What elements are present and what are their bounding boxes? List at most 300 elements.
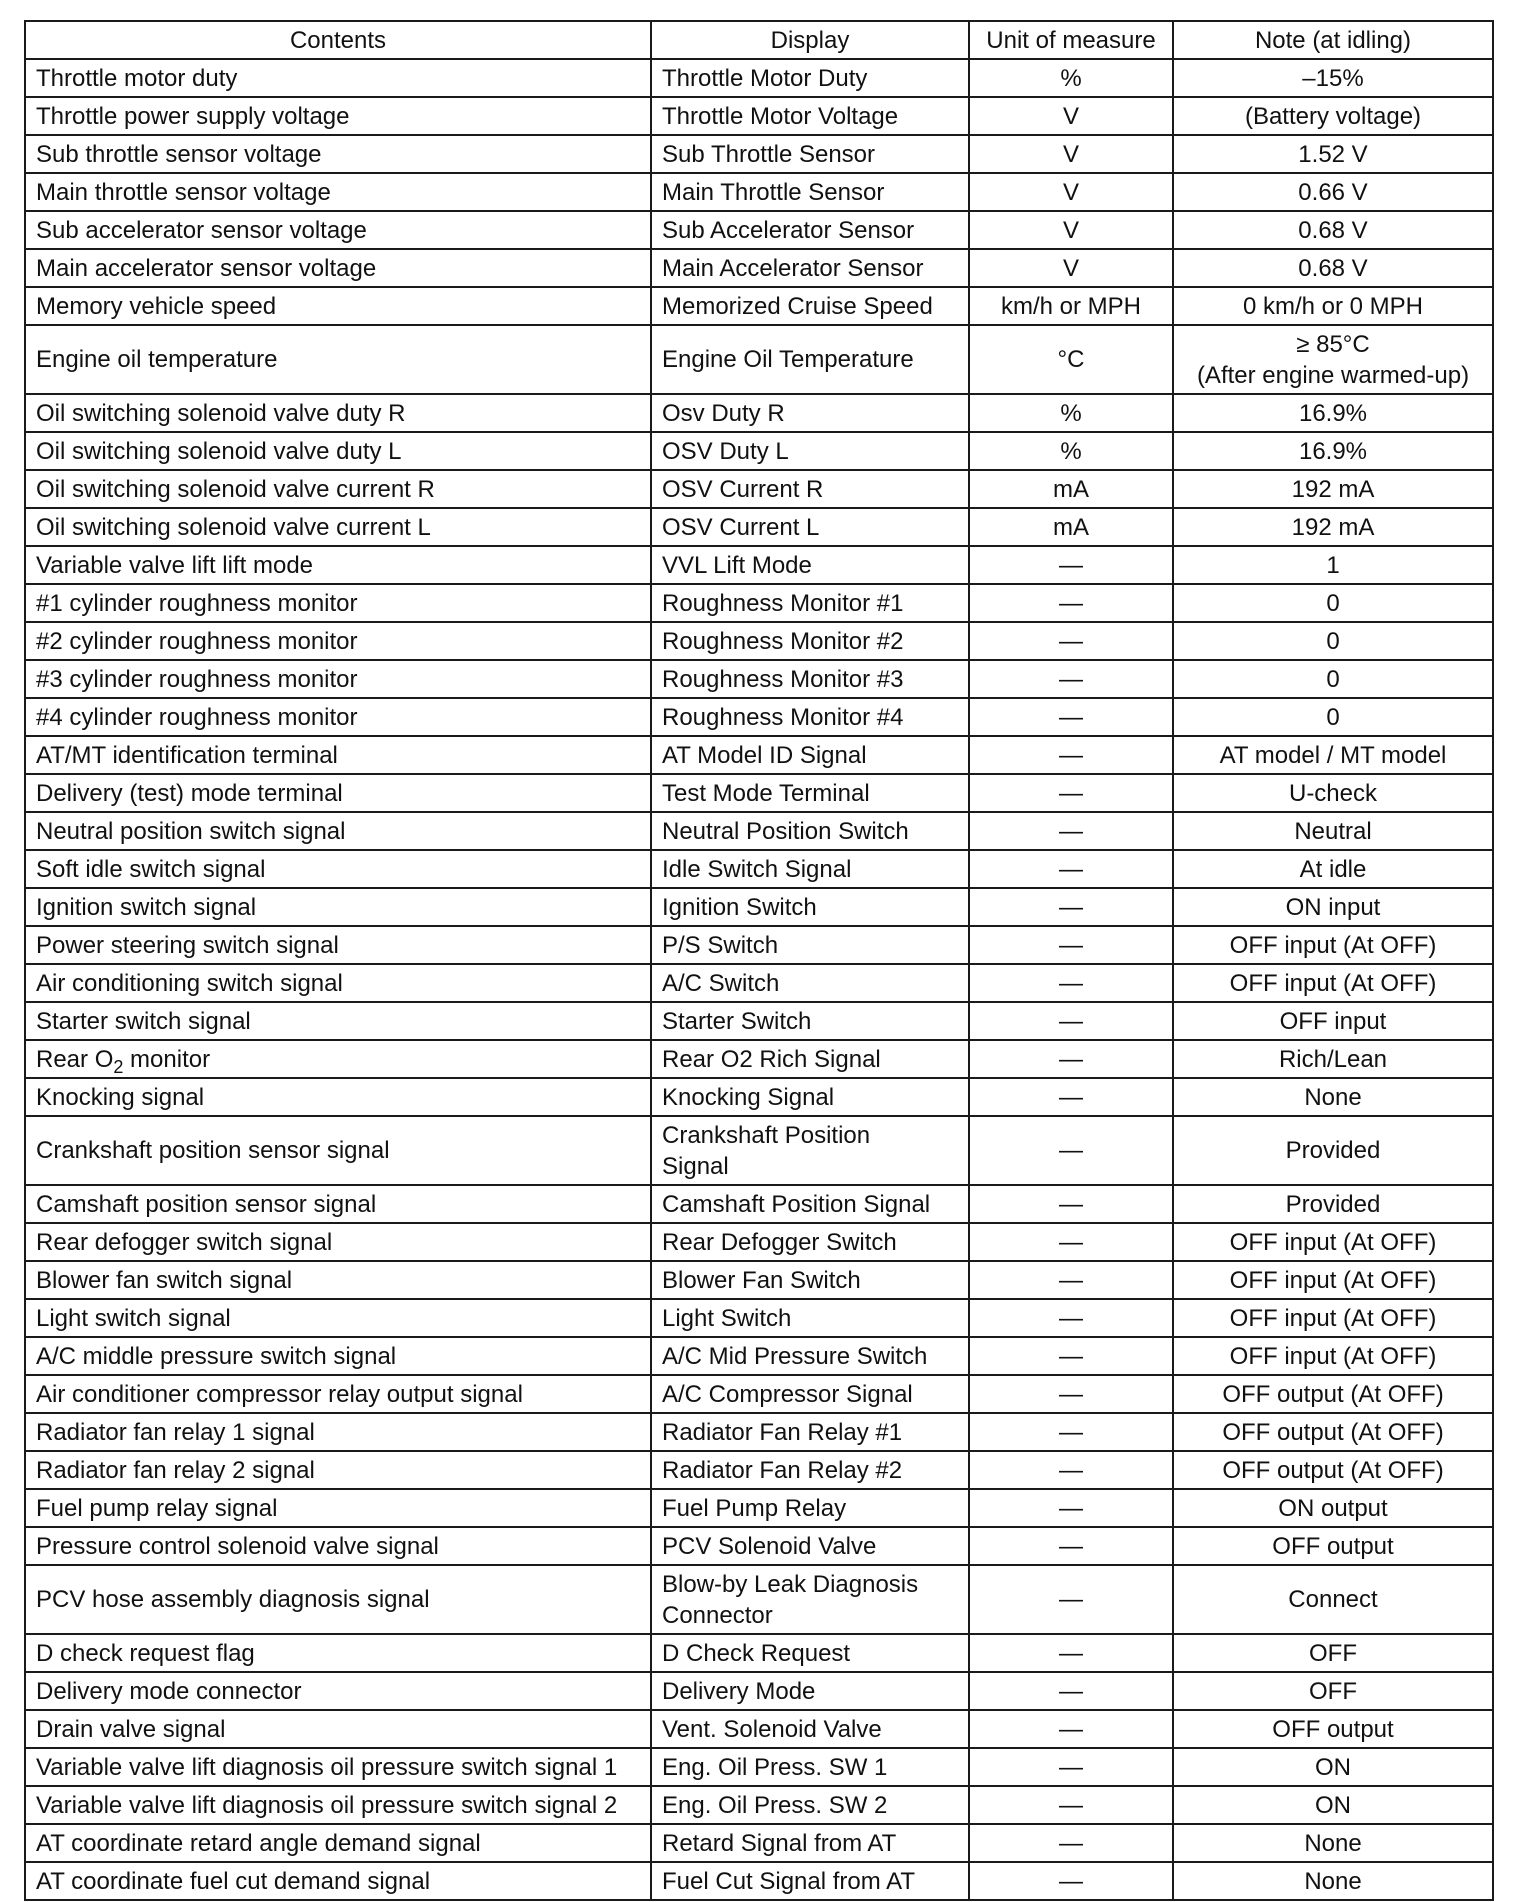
cell-display	[651, 698, 969, 736]
contents-text: A/C middle pressure switch signal	[36, 1342, 397, 1370]
cell-unit: —	[969, 964, 1173, 1002]
cell-unit: V	[969, 211, 1173, 249]
note-text: Connect	[1288, 1586, 1378, 1613]
contents-text: Main accelerator sensor voltage	[36, 254, 377, 282]
display-text: Roughness Monitor #2	[662, 627, 904, 655]
display-text: Rear O2 Rich Signal	[662, 1045, 881, 1073]
display-text: Sub Accelerator Sensor	[662, 216, 915, 244]
contents-text: Throttle power supply voltage	[36, 102, 350, 130]
cell-contents	[25, 1078, 651, 1116]
cell-unit: mA	[969, 470, 1173, 508]
table-row	[25, 698, 1493, 736]
cell-contents	[25, 1527, 651, 1565]
cell-display	[651, 1634, 969, 1672]
cell-note	[1173, 1451, 1493, 1489]
cell-display	[651, 1375, 969, 1413]
note-text: 16.9%	[1298, 437, 1368, 465]
cell-contents	[25, 812, 651, 850]
table-row	[25, 1527, 1493, 1565]
display-text: Camshaft Position Signal	[662, 1190, 931, 1218]
cell-contents	[25, 964, 651, 1002]
cell-contents	[25, 660, 651, 698]
display-text: Starter Switch	[662, 1007, 812, 1035]
cell-unit: —	[969, 926, 1173, 964]
table-row	[25, 1261, 1493, 1299]
table-row	[25, 287, 1493, 325]
cell-note	[1173, 1672, 1493, 1710]
contents-text: Variable valve lift diagnosis oil pressure switch signal 1	[36, 1753, 618, 1781]
cell-display	[651, 546, 969, 584]
cell-unit: mA	[969, 508, 1173, 546]
cell-unit: —	[969, 584, 1173, 622]
cell-contents	[25, 850, 651, 888]
table-row	[25, 249, 1493, 287]
cell-note	[1173, 1710, 1493, 1748]
cell-note	[1173, 698, 1493, 736]
display-text: Delivery Mode	[662, 1677, 816, 1705]
cell-contents	[25, 622, 651, 660]
cell-note	[1173, 249, 1493, 287]
cell-unit: —	[969, 1116, 1173, 1185]
cell-display	[651, 1299, 969, 1337]
cell-display	[651, 211, 969, 249]
cell-contents	[25, 325, 651, 394]
cell-note	[1173, 622, 1493, 660]
table-row	[25, 325, 1493, 394]
table-row	[25, 964, 1493, 1002]
table-row	[25, 1489, 1493, 1527]
display-text: Vent. Solenoid Valve	[662, 1715, 882, 1743]
contents-text: Radiator fan relay 1 signal	[36, 1418, 315, 1446]
cell-display	[651, 964, 969, 1002]
note-text: OFF input (At OFF)	[1229, 1342, 1437, 1370]
cell-contents	[25, 546, 651, 584]
cell-note	[1173, 1185, 1493, 1223]
cell-contents	[25, 584, 651, 622]
cell-unit: V	[969, 173, 1173, 211]
cell-unit: —	[969, 1337, 1173, 1375]
display-text: A/C Mid Pressure Switch	[662, 1342, 928, 1370]
contents-text: Radiator fan relay 2 signal	[36, 1456, 315, 1484]
display-text: Throttle Motor Duty	[662, 64, 868, 92]
note-text: ON output	[1278, 1494, 1388, 1522]
table-row	[25, 774, 1493, 812]
cell-display	[651, 432, 969, 470]
cell-display	[651, 1185, 969, 1223]
display-text: D Check Request	[662, 1639, 851, 1667]
contents-text: #3 cylinder roughness monitor	[36, 665, 358, 693]
table-row	[25, 1413, 1493, 1451]
cell-unit: —	[969, 546, 1173, 584]
cell-contents	[25, 1489, 651, 1527]
contents-text: Oil switching solenoid valve current L	[36, 513, 431, 541]
note-text: None	[1304, 1867, 1362, 1895]
table-row	[25, 394, 1493, 432]
display-text: Blow-by Leak Diagnosis	[662, 1570, 919, 1598]
cell-unit: —	[969, 698, 1173, 736]
cell-contents	[25, 888, 651, 926]
note-text: OFF output (At OFF)	[1222, 1456, 1444, 1484]
cell-display	[651, 1040, 969, 1078]
cell-contents	[25, 1413, 651, 1451]
cell-unit: —	[969, 1040, 1173, 1078]
cell-display	[651, 1786, 969, 1824]
table-row	[25, 470, 1493, 508]
cell-note	[1173, 1040, 1493, 1078]
note-text: 1	[1326, 551, 1340, 579]
contents-text: Memory vehicle speed	[36, 292, 277, 320]
cell-note	[1173, 97, 1493, 135]
cell-unit: —	[969, 1002, 1173, 1040]
display-text: Blower Fan Switch	[662, 1266, 861, 1294]
cell-contents	[25, 1672, 651, 1710]
cell-display	[651, 1078, 969, 1116]
display-text: A/C Compressor Signal	[662, 1380, 913, 1408]
table-row	[25, 97, 1493, 135]
cell-unit: —	[969, 1710, 1173, 1748]
cell-contents	[25, 394, 651, 432]
display-text: Light Switch	[662, 1304, 792, 1332]
cell-unit: —	[969, 774, 1173, 812]
cell-note	[1173, 394, 1493, 432]
contents-text: Crankshaft position sensor signal	[36, 1137, 390, 1164]
cell-display	[651, 97, 969, 135]
display-text: Sub Throttle Sensor	[662, 140, 876, 168]
contents-text: Oil switching solenoid valve duty R	[36, 399, 406, 427]
cell-contents	[25, 1299, 651, 1337]
contents-text: Oil switching solenoid valve duty L	[36, 437, 402, 465]
cell-unit: —	[969, 1375, 1173, 1413]
cell-unit: —	[969, 736, 1173, 774]
cell-unit: —	[969, 1451, 1173, 1489]
cell-display	[651, 736, 969, 774]
table-row	[25, 888, 1493, 926]
cell-display	[651, 249, 969, 287]
cell-display	[651, 774, 969, 812]
note-text: 0	[1326, 665, 1340, 693]
contents-text: Drain valve signal	[36, 1715, 226, 1743]
note-text: 0.68 V	[1298, 216, 1368, 244]
cell-unit: %	[969, 432, 1173, 470]
display-text: Roughness Monitor #4	[662, 703, 904, 731]
display-text: Osv Duty R	[662, 399, 785, 427]
cell-contents	[25, 508, 651, 546]
cell-contents	[25, 774, 651, 812]
cell-contents	[25, 1710, 651, 1748]
cell-note	[1173, 173, 1493, 211]
table-row	[25, 1786, 1493, 1824]
cell-display	[651, 1413, 969, 1451]
display-text: Crankshaft Position	[662, 1121, 871, 1149]
note-text: OFF output	[1272, 1532, 1394, 1560]
cell-note	[1173, 546, 1493, 584]
display-text-line2: Connector	[662, 1601, 773, 1629]
table-row	[25, 926, 1493, 964]
display-text: Throttle Motor Voltage	[662, 102, 899, 130]
contents-text: Rear O	[36, 1045, 114, 1073]
table-row	[25, 1116, 1493, 1185]
contents-text: D check request flag	[36, 1639, 255, 1667]
contents-text: Throttle motor duty	[36, 64, 238, 92]
cell-display	[651, 1489, 969, 1527]
note-text: 0	[1326, 589, 1340, 617]
cell-display	[651, 1565, 969, 1634]
table-row	[25, 1040, 1493, 1078]
contents-text: Main throttle sensor voltage	[36, 178, 331, 206]
table-row	[25, 546, 1493, 584]
display-text: Engine Oil Temperature	[662, 346, 914, 373]
cell-contents	[25, 1337, 651, 1375]
cell-note	[1173, 1527, 1493, 1565]
note-text: (Battery voltage)	[1244, 102, 1422, 130]
cell-contents	[25, 97, 651, 135]
cell-display	[651, 1672, 969, 1710]
cell-unit: V	[969, 97, 1173, 135]
cell-contents	[25, 1824, 651, 1862]
table-row	[25, 1565, 1493, 1634]
contents-text: Power steering switch signal	[36, 931, 339, 959]
table-row	[25, 850, 1493, 888]
cell-display	[651, 1002, 969, 1040]
cell-display	[651, 660, 969, 698]
cell-note	[1173, 1824, 1493, 1862]
cell-unit: %	[969, 59, 1173, 97]
contents-text: Camshaft position sensor signal	[36, 1190, 377, 1218]
cell-display	[651, 287, 969, 325]
display-text: Retard Signal from AT	[662, 1829, 897, 1857]
contents-text: #1 cylinder roughness monitor	[36, 589, 358, 617]
contents-text: Soft idle switch signal	[36, 855, 266, 883]
header-note: Note (at idling)	[1173, 21, 1493, 59]
table-row	[25, 622, 1493, 660]
display-text: AT Model ID Signal	[662, 741, 867, 769]
cell-unit: —	[969, 1185, 1173, 1223]
table-row	[25, 1002, 1493, 1040]
contents-text: AT coordinate fuel cut demand signal	[36, 1867, 431, 1895]
note-text: OFF output (At OFF)	[1222, 1418, 1444, 1446]
table-row	[25, 135, 1493, 173]
contents-text: Delivery (test) mode terminal	[36, 779, 343, 807]
note-text: 192 mA	[1291, 513, 1375, 541]
cell-note	[1173, 508, 1493, 546]
header-contents: Contents	[25, 21, 651, 59]
note-text: Rich/Lean	[1278, 1045, 1388, 1073]
cell-display	[651, 394, 969, 432]
cell-display	[651, 584, 969, 622]
cell-note	[1173, 1748, 1493, 1786]
cell-display	[651, 470, 969, 508]
display-text: A/C Switch	[662, 969, 780, 997]
cell-unit: V	[969, 249, 1173, 287]
note-text: 0	[1326, 627, 1340, 655]
cell-display	[651, 1824, 969, 1862]
contents-text: Oil switching solenoid valve current R	[36, 475, 435, 503]
table-row	[25, 211, 1493, 249]
cell-unit: —	[969, 850, 1173, 888]
cell-contents	[25, 1185, 651, 1223]
cell-unit: —	[969, 1748, 1173, 1786]
display-text: Test Mode Terminal	[662, 779, 870, 807]
cell-contents	[25, 1040, 651, 1078]
cell-note	[1173, 1413, 1493, 1451]
table-row	[25, 173, 1493, 211]
note-text-line2: (After engine warmed-up)	[1196, 361, 1470, 389]
note-text: ≥ 85°C	[1296, 330, 1370, 358]
contents-text: Engine oil temperature	[36, 346, 278, 373]
contents-text: Rear defogger switch signal	[36, 1228, 333, 1256]
display-text: VVL Lift Mode	[662, 551, 812, 579]
contents-text: Variable valve lift diagnosis oil pressure switch signal 2	[36, 1791, 618, 1819]
display-text: Memorized Cruise Speed	[662, 292, 933, 320]
cell-display	[651, 173, 969, 211]
cell-note	[1173, 926, 1493, 964]
cell-contents	[25, 59, 651, 97]
cell-unit: —	[969, 1824, 1173, 1862]
cell-note	[1173, 888, 1493, 926]
cell-contents	[25, 135, 651, 173]
cell-unit: —	[969, 1078, 1173, 1116]
contents-text: AT coordinate retard angle demand signal	[36, 1829, 481, 1857]
display-text: Rear Defogger Switch	[662, 1228, 897, 1256]
cell-display	[651, 926, 969, 964]
cell-unit: %	[969, 394, 1173, 432]
cell-note	[1173, 135, 1493, 173]
cell-unit: —	[969, 1565, 1173, 1634]
cell-note	[1173, 584, 1493, 622]
cell-display	[651, 1337, 969, 1375]
note-text: Provided	[1285, 1190, 1381, 1218]
cell-contents	[25, 211, 651, 249]
table-body	[25, 59, 1493, 1900]
contents-text: Variable valve lift lift mode	[36, 551, 314, 579]
cell-display	[651, 135, 969, 173]
cell-unit: —	[969, 1299, 1173, 1337]
cell-unit: —	[969, 1786, 1173, 1824]
cell-unit: —	[969, 1862, 1173, 1900]
table-row	[25, 812, 1493, 850]
cell-note	[1173, 1634, 1493, 1672]
cell-display	[651, 888, 969, 926]
cell-contents	[25, 249, 651, 287]
cell-display	[651, 1527, 969, 1565]
contents-text: Fuel pump relay signal	[36, 1494, 278, 1522]
cell-note	[1173, 1002, 1493, 1040]
cell-unit: °C	[969, 325, 1173, 394]
table-row	[25, 736, 1493, 774]
note-text: OFF input (At OFF)	[1229, 1266, 1437, 1294]
note-text: None	[1304, 1083, 1362, 1111]
cell-note	[1173, 1261, 1493, 1299]
header-unit: Unit of measure	[969, 21, 1173, 59]
table-row	[25, 59, 1493, 97]
cell-contents	[25, 1748, 651, 1786]
cell-display	[651, 1223, 969, 1261]
cell-display	[651, 622, 969, 660]
cell-unit: —	[969, 622, 1173, 660]
cell-note	[1173, 1078, 1493, 1116]
cell-note	[1173, 1337, 1493, 1375]
note-text: OFF input (At OFF)	[1229, 931, 1437, 959]
data-monitor-table	[24, 20, 1494, 1901]
cell-note	[1173, 812, 1493, 850]
cell-unit: km/h or MPH	[969, 287, 1173, 325]
cell-display	[651, 1451, 969, 1489]
note-text: OFF output	[1272, 1715, 1394, 1743]
display-text: Roughness Monitor #1	[662, 589, 904, 617]
display-text: P/S Switch	[662, 931, 779, 959]
cell-contents	[25, 432, 651, 470]
display-text: Idle Switch Signal	[662, 855, 852, 883]
table-row	[25, 584, 1493, 622]
table-row	[25, 1672, 1493, 1710]
table-row	[25, 1824, 1493, 1862]
note-text: 16.9%	[1298, 399, 1368, 427]
display-text: Ignition Switch	[662, 893, 817, 921]
note-text: OFF input	[1279, 1007, 1387, 1035]
contents-subscript: 2	[113, 1056, 124, 1077]
display-text: Main Accelerator Sensor	[662, 254, 924, 282]
cell-contents	[25, 1634, 651, 1672]
cell-contents	[25, 698, 651, 736]
cell-unit: —	[969, 1223, 1173, 1261]
cell-note	[1173, 660, 1493, 698]
cell-display	[651, 1261, 969, 1299]
note-text: At idle	[1299, 855, 1367, 883]
display-text: Neutral Position Switch	[662, 817, 909, 845]
cell-contents	[25, 287, 651, 325]
contents-text: #4 cylinder roughness monitor	[36, 703, 358, 731]
cell-display	[651, 812, 969, 850]
contents-text: Starter switch signal	[36, 1007, 251, 1035]
cell-display	[651, 1748, 969, 1786]
note-text: OFF input (At OFF)	[1229, 1228, 1437, 1256]
table-row	[25, 1710, 1493, 1748]
cell-note	[1173, 1116, 1493, 1185]
cell-contents	[25, 470, 651, 508]
table-row	[25, 432, 1493, 470]
spec-table-container	[24, 20, 1494, 1901]
contents-text: PCV hose assembly diagnosis signal	[36, 1586, 430, 1613]
contents-text: AT/MT identification terminal	[36, 741, 338, 769]
cell-contents	[25, 1862, 651, 1900]
note-text: 0	[1326, 703, 1340, 731]
cell-display	[651, 508, 969, 546]
note-text: 0.68 V	[1298, 254, 1368, 282]
contents-text: #2 cylinder roughness monitor	[36, 627, 358, 655]
note-text: ON	[1315, 1753, 1351, 1781]
cell-note	[1173, 736, 1493, 774]
table-row	[25, 508, 1493, 546]
table-row	[25, 1223, 1493, 1261]
cell-note	[1173, 1786, 1493, 1824]
cell-note	[1173, 59, 1493, 97]
cell-unit: —	[969, 812, 1173, 850]
display-text: OSV Duty L	[662, 437, 789, 465]
note-text: OFF	[1309, 1677, 1357, 1705]
note-text: U-check	[1288, 779, 1378, 807]
note-text: OFF input (At OFF)	[1229, 969, 1437, 997]
cell-contents	[25, 1116, 651, 1185]
table-row	[25, 1337, 1493, 1375]
table-row	[25, 1634, 1493, 1672]
note-text: 0 km/h or 0 MPH	[1242, 292, 1424, 320]
note-text: Provided	[1285, 1137, 1381, 1164]
cell-note	[1173, 325, 1493, 394]
cell-unit: —	[969, 1634, 1173, 1672]
contents-text: Knocking signal	[36, 1083, 205, 1111]
table-row	[25, 1748, 1493, 1786]
cell-unit: —	[969, 1489, 1173, 1527]
